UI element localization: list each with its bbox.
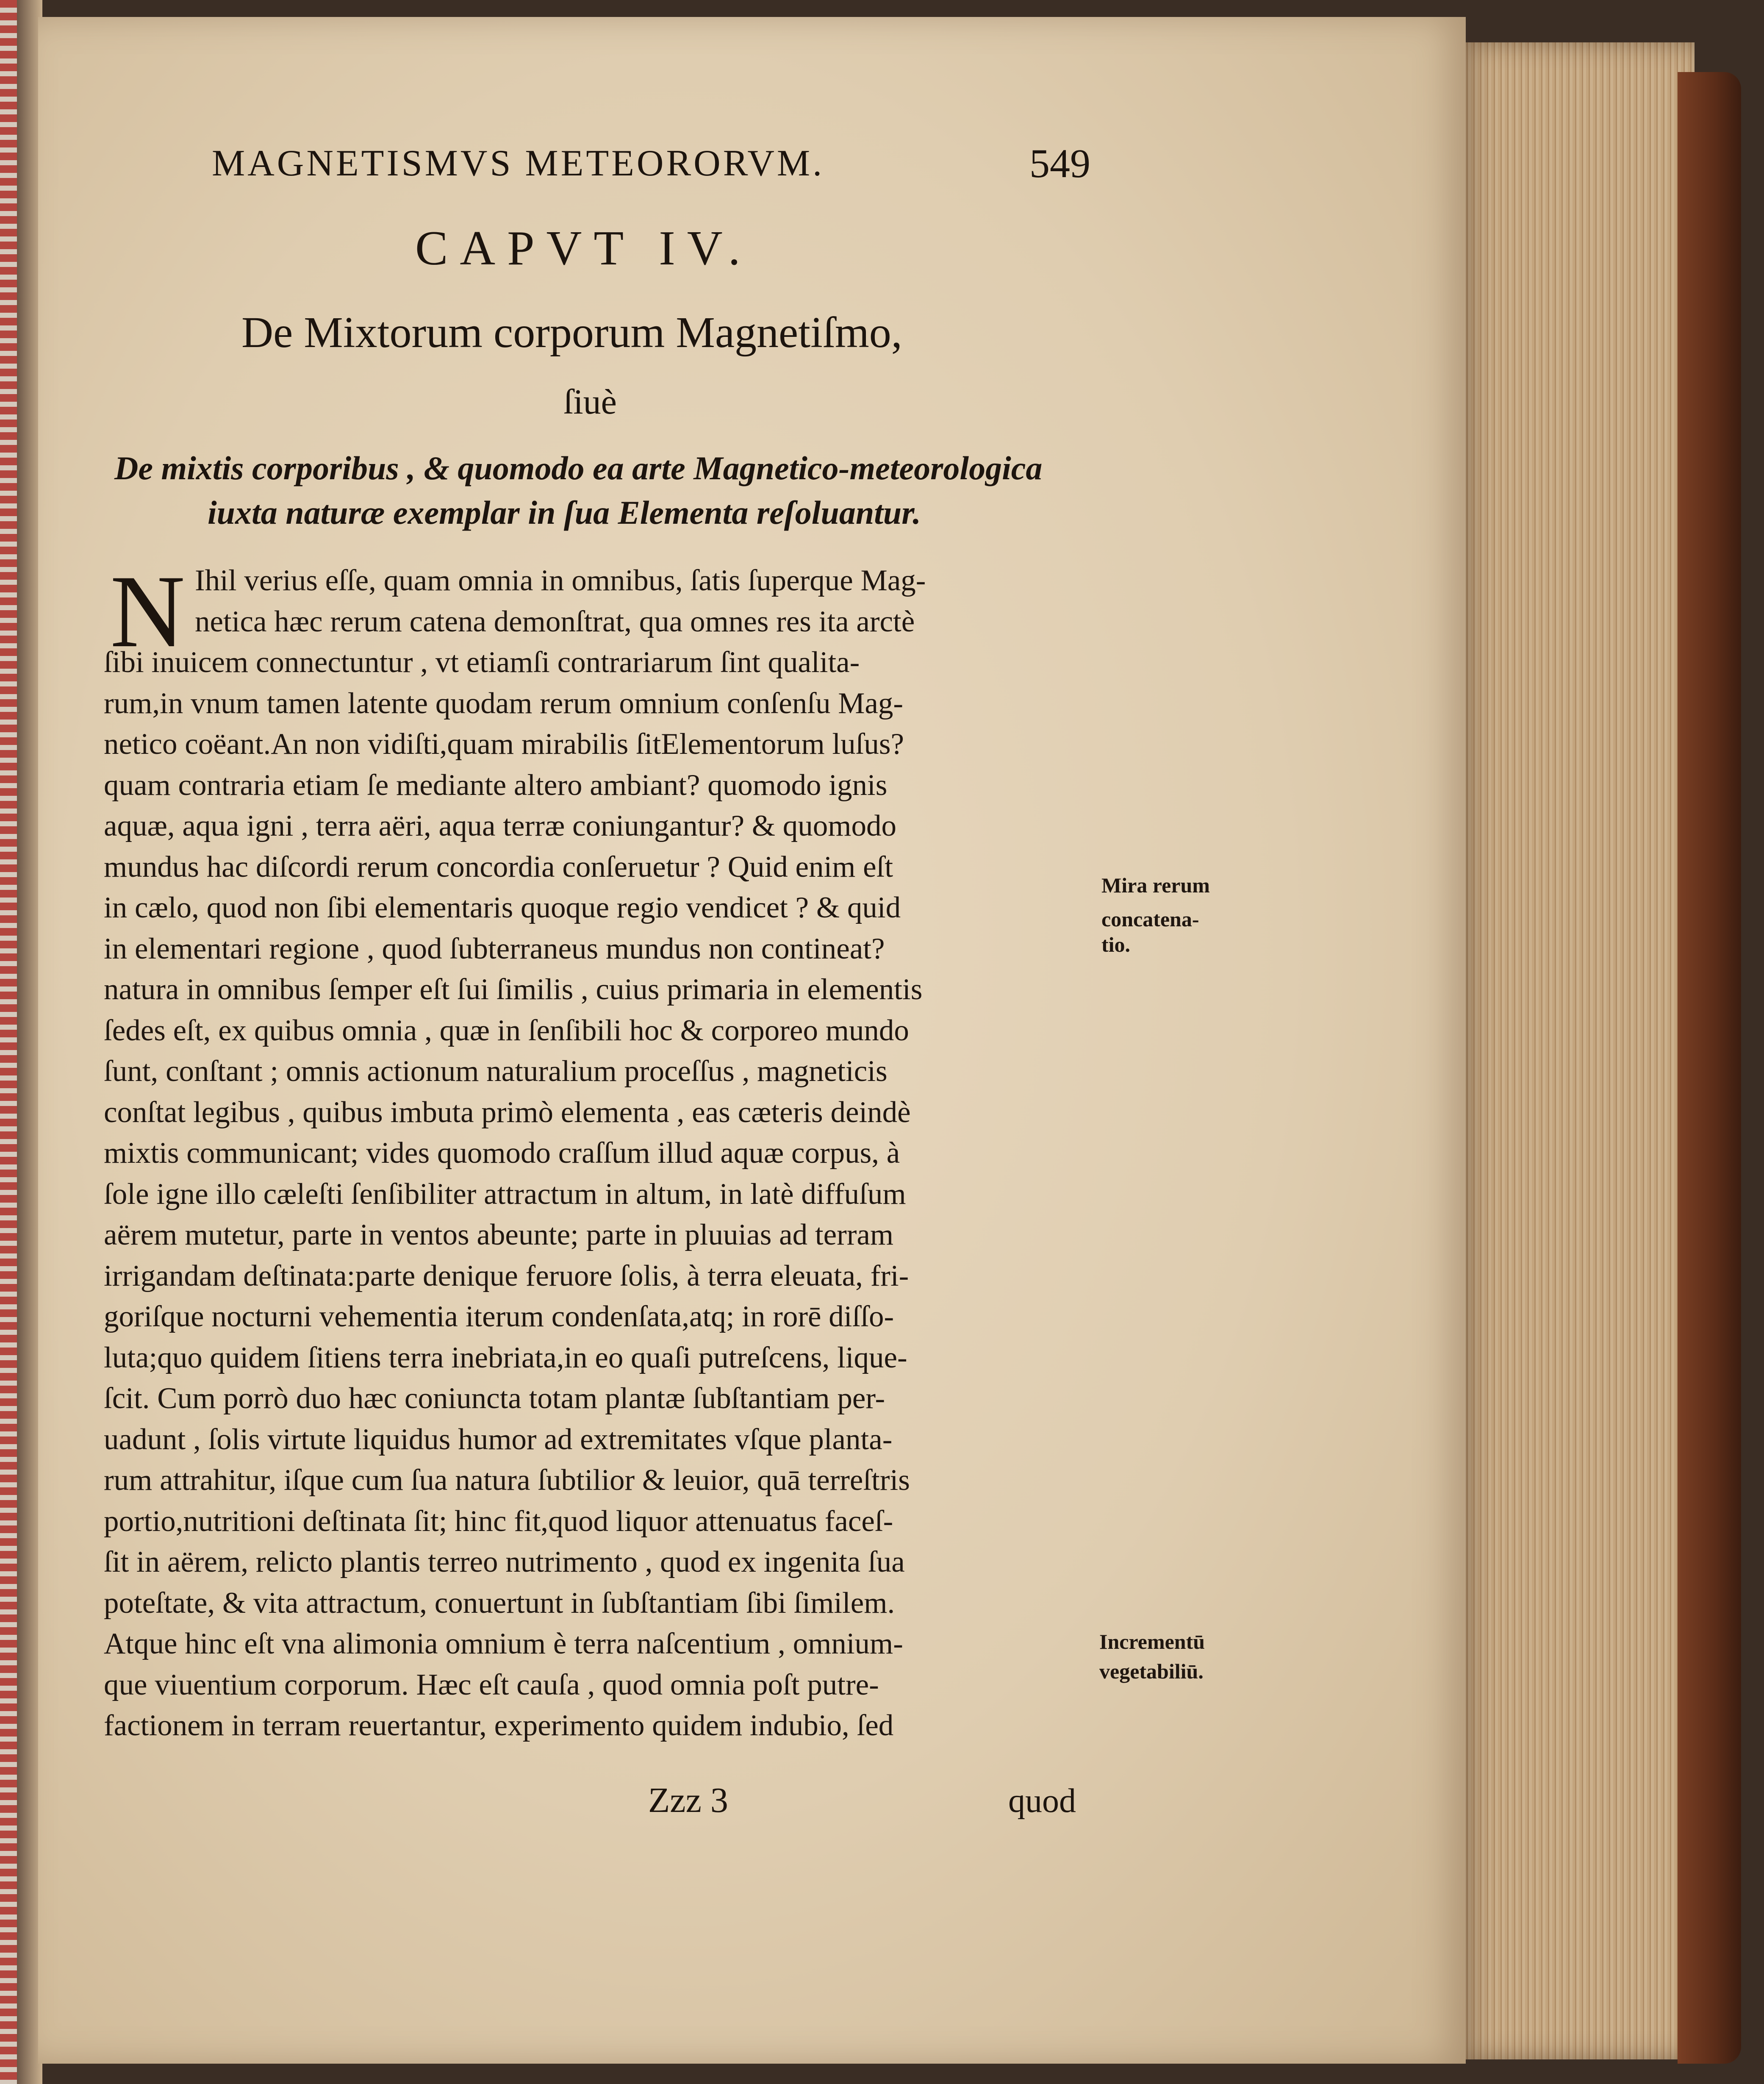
margin-note-line: Mira rerum xyxy=(1101,873,1210,897)
body-line: ſole igne illo cæleſti ſenſibiliter attractum in altum, in latè diffuſum xyxy=(104,1177,906,1211)
margin-note-line: concatena- xyxy=(1101,907,1199,931)
body-line: conſtat legibus , quibus imbuta primò elementa , eas cæteris deindè xyxy=(104,1095,911,1129)
chapter-heading: CAPVT IV. xyxy=(415,221,752,275)
body-line: poteſtate, & vita attractum, conuertunt in ſubſtantiam ſibi ſimilem. xyxy=(104,1586,895,1620)
body-line: factionem in terram reuertantur, experimento quidem indubio, ſed xyxy=(104,1709,894,1742)
body-line: natura in omnibus ſemper eſt ſui ſimilis , cuius primaria in elementis xyxy=(104,973,923,1006)
page-number: 549 xyxy=(1029,141,1090,186)
body-line: portio,nutritioni deſtinata ſit; hinc fit,quod liquor attenuatus faceſ- xyxy=(104,1504,893,1538)
body-line: in elementari regione , quod ſubterraneus mundus non contineat? xyxy=(104,932,885,965)
body-line: luta;quo quidem ſitiens terra inebriata,in eo quaſi putreſcens, lique- xyxy=(104,1341,907,1374)
body-line: mundus hac diſcordi rerum concordia conſeruetur ? Quid enim eſt xyxy=(104,850,893,884)
body-line: aërem mutetur, parte in ventos abeunte; parte in pluuias ad terram xyxy=(104,1218,894,1251)
running-title: MAGNETISMVS METEORORVM. xyxy=(212,143,825,184)
body-line: ſcit. Cum porrò duo hæc coniuncta totam plantæ ſubſtantiam per- xyxy=(104,1382,885,1415)
body-line: aquæ, aqua igni , terra aëri, aqua terræ coniungantur? & quomodo xyxy=(104,809,897,842)
body-line: ſunt, conſtant ; omnis actionum naturalium proceſſus , magneticis xyxy=(104,1055,888,1088)
body-line: irrigandam deſtinata:parte denique feruore ſolis, à terra eleuata, fri- xyxy=(104,1259,909,1292)
page-edges xyxy=(1457,42,1695,2059)
body-line: rum attrahitur, iſque cum ſua natura ſubtilior & leuior, quā terreſtris xyxy=(104,1464,910,1497)
catchword: quod xyxy=(1008,1782,1076,1820)
drop-cap-initial: N xyxy=(110,554,185,669)
body-line: netica hæc rerum catena demonſtrat, qua omnes res ita arctè xyxy=(195,605,915,638)
signature-mark: Zzz 3 xyxy=(648,1781,728,1820)
binding-strip xyxy=(0,0,17,2084)
chapter-title: De Mixtorum corporum Magnetiſmo, xyxy=(241,308,902,357)
body-line: ſibi inuicem connectuntur , vt etiamſi contrariarum ſint qualita- xyxy=(104,646,860,679)
body-line: Atque hinc eſt vna alimonia omnium è terra naſcentium , omnium- xyxy=(104,1627,903,1660)
body-line: netico coëant.An non vidiſti,quam mirabilis ſitElementorum luſus? xyxy=(104,728,904,761)
margin-note-line: vegetabiliū. xyxy=(1099,1659,1204,1683)
chapter-conjunction: ſiuè xyxy=(563,382,617,422)
body-line: Ihil verius eſſe, quam omnia in omnibus, ſatis ſuperque Mag- xyxy=(195,564,926,597)
body-line: rum,in vnum tamen latente quodam rerum omnium conſenſu Mag- xyxy=(104,686,903,720)
body-line: que viuentium corporum. Hæc eſt cauſa , quod omnia poſt putre- xyxy=(104,1668,879,1701)
body-line: ſit in aërem, relicto plantis terreo nutrimento , quod ex ingenita ſua xyxy=(104,1545,905,1578)
body-line: goriſque nocturni vehementia iterum condenſata,atq; in rorē diſſo- xyxy=(104,1300,894,1333)
body-line: ſedes eſt, ex quibus omnia , quæ in ſenſibili hoc & corporeo mundo xyxy=(104,1014,909,1047)
body-line: uadunt , ſolis virtute liquidus humor ad extremitates vſque planta- xyxy=(104,1423,893,1456)
margin-note-line: tio. xyxy=(1101,933,1131,956)
chapter-subtitle-line-1: De mixtis corporibus , & quomodo ea arte Magnetico-meteorologica xyxy=(114,450,1043,486)
book-cover xyxy=(1678,72,1741,2064)
chapter-subtitle-line-2: iuxta naturæ exemplar in ſua Elementa reſoluantur. xyxy=(208,494,921,531)
body-line: quam contraria etiam ſe mediante altero ambiant? quomodo ignis xyxy=(104,768,888,802)
margin-note-line: Incrementū xyxy=(1099,1630,1205,1653)
body-line: mixtis communicant; vides quomodo craſſum illud aquæ corpus, à xyxy=(104,1136,900,1170)
body-line: in cælo, quod non ſibi elementaris quoque regio vendicet ? & quid xyxy=(104,891,901,924)
